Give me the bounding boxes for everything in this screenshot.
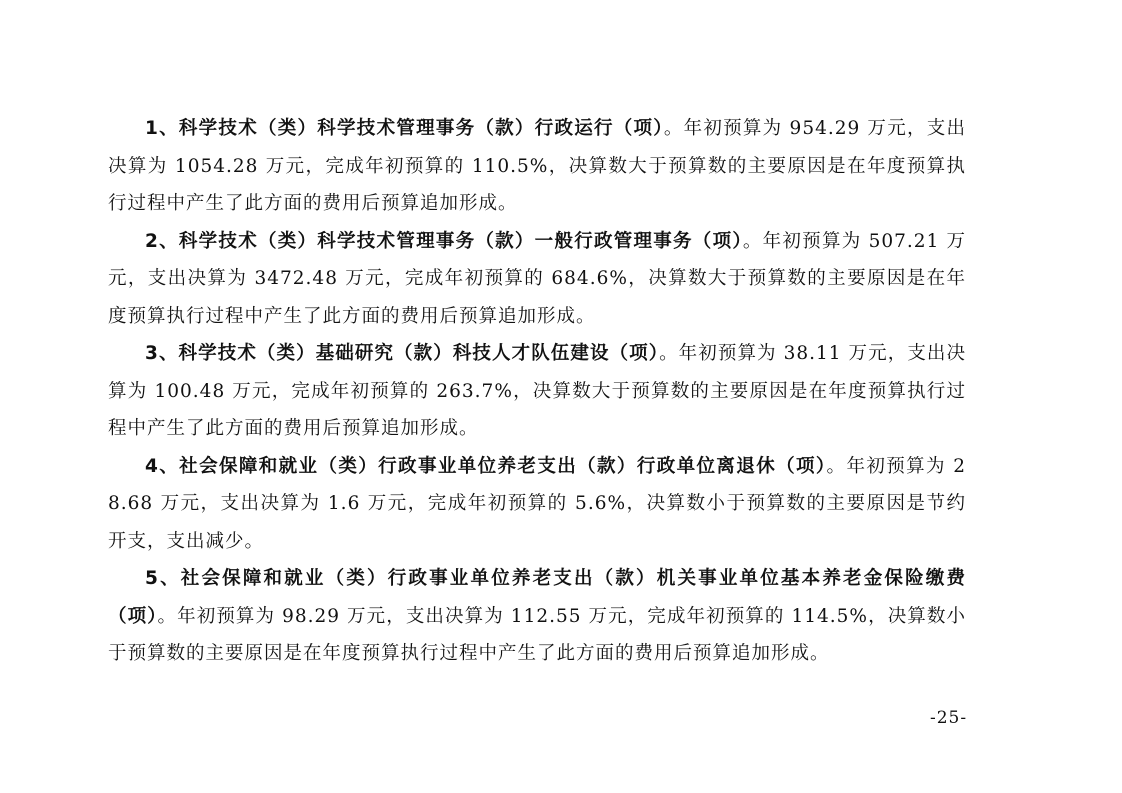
paragraph-1-heading: 1、科学技术（类）科学技术管理事务（款）行政运行（项） xyxy=(145,118,664,139)
paragraph-4-text: 。年初预算为 28.68 万元，支出决算为 1.6 万元，完成年初预算的 5.6%，决算数小于预算数的主要原因是节约开支，支出减少。 xyxy=(108,455,966,552)
paragraph-1 xyxy=(108,110,966,223)
paragraph-3 xyxy=(108,335,966,448)
paragraph-5 xyxy=(108,560,966,673)
page-number: -25- xyxy=(930,708,968,728)
paragraph-1-text: 。年初预算为 954.29 万元，支出决算为 1054.28 万元，完成年初预算的 110.5%，决算数大于预算数的主要原因是在年度预算执行过程中产生了此方面的费用后预算追加形成。 xyxy=(108,118,966,214)
paragraph-2 xyxy=(108,223,966,336)
paragraph-4-heading: 4、社会保障和就业（类）行政事业单位养老支出（款）行政单位离退休（项） xyxy=(145,455,827,477)
document-body xyxy=(108,110,966,673)
paragraph-3-heading: 3、科学技术（类）基础研究（款）科技人才队伍建设（项） xyxy=(145,343,660,364)
paragraph-5-text: 。年初预算为 98.29 万元，支出决算为 112.55 万元，完成年初预算的 114.5%，决算数小于预算数的主要原因是在年度预算执行过程中产生了此方面的费用后预算追加形成。 xyxy=(108,605,966,664)
paragraph-5-heading: 5、社会保障和就业（类）行政事业单位养老支出（款）机关事业单位基本养老金保险缴费（项） xyxy=(108,568,966,627)
paragraph-2-text: 。年初预算为 507.21 万元，支出决算为 3472.48 万元，完成年初预算的 684.6%，决算数大于预算数的主要原因是在年度预算执行过程中产生了此方面的费用后预算追加形成。 xyxy=(108,230,966,327)
paragraph-2-heading: 2、科学技术（类）科学技术管理事务（款）一般行政管理事务（项） xyxy=(145,230,743,252)
paragraph-3-text: 。年初预算为 38.11 万元，支出决算为 100.48 万元，完成年初预算的 263.7%，决算数大于预算数的主要原因是在年度预算执行过程中产生了此方面的费用后预算追加形成。 xyxy=(108,343,967,439)
paragraph-4 xyxy=(108,448,966,561)
